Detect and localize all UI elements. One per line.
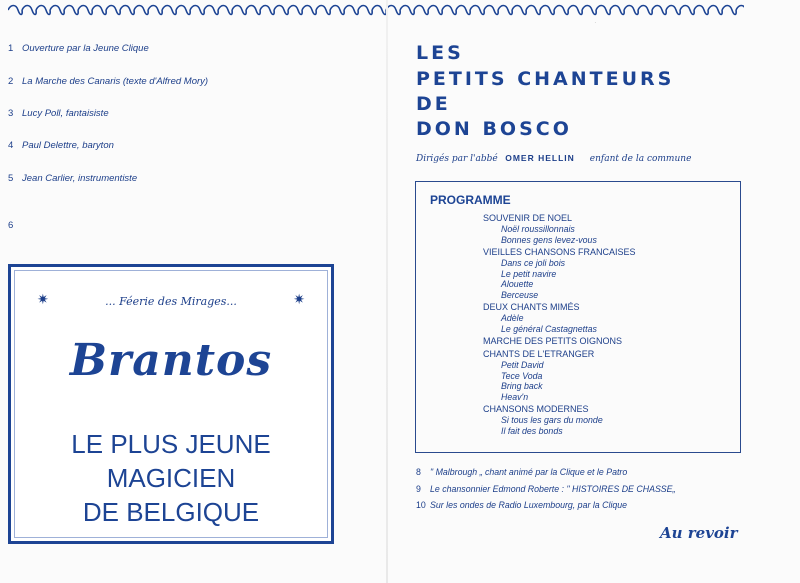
programme-song: Si tous les gars du monde (501, 415, 603, 425)
director-line (416, 153, 746, 164)
director-name: OMER HELLIN (505, 153, 575, 163)
programme-song: Il fait des bonds (501, 425, 563, 436)
list-item: 6 (8, 220, 14, 231)
programme-song: Bring back (501, 381, 543, 391)
closing-text: Au revoir (660, 524, 738, 542)
programme-section: DEUX CHANTS MIMÉS (483, 302, 580, 312)
ad-slogan (11, 427, 331, 529)
programme-section: SOUVENIR DE NOEL (483, 213, 573, 223)
page-title-line: LES (416, 42, 464, 64)
slogan-line: MAGICIEN (106, 463, 236, 493)
director-prefix: Dirigés par l'abbé (416, 154, 498, 164)
magician-advertisement (8, 264, 334, 544)
programme-song: Le petit navire (501, 268, 557, 279)
list-item: 8 " Malbrough „ chant animé par la Clique et le Patro (416, 467, 628, 477)
page-title-line: DE (416, 93, 451, 115)
list-item: 5 Jean Carlier, instrumentiste (8, 173, 138, 184)
programme-section: CHANTS DE L'ETRANGER (483, 349, 595, 359)
director-suffix: enfant de la commune (589, 154, 692, 164)
programme-song: Alouette (501, 279, 534, 289)
programme-section: VIEILLES CHANSONS FRANCAISES (483, 247, 636, 257)
programme-song: Tece Voda (501, 370, 543, 381)
slogan-line: LE PLUS JEUNE (71, 429, 271, 459)
programme-list (483, 211, 636, 436)
programme-song: Adèle (501, 313, 524, 323)
list-item: 1 Ouverture par la Jeune Clique (8, 43, 149, 54)
star-icon: ✷ (293, 291, 305, 307)
programme-section: MARCHE DES PETITS OIGNONS (483, 336, 623, 346)
ad-brand-name: Brantos (69, 335, 273, 386)
list-item: 10 Sur les ondes de Radio Luxembourg, par la Clique (416, 500, 628, 510)
slogan-line: DE BELGIQUE (82, 497, 260, 527)
ornamental-border (8, 3, 744, 17)
programme-box (415, 181, 741, 453)
programme-song: Petit David (501, 360, 544, 370)
star-icon: ✷ (37, 291, 49, 307)
list-item: 3 Lucy Poll, fantaisiste (8, 108, 109, 119)
page-title-line: DON BOSCO (416, 118, 572, 140)
page-fold (386, 0, 388, 583)
programme-song: Heav'n (501, 391, 529, 402)
programme-section: CHANSONS MODERNES (483, 404, 589, 414)
ad-subtitle: ... Féerie des Mirages... (105, 295, 237, 308)
programme-song: Noël roussillonnais (501, 224, 575, 234)
programme-song: Berceuse (501, 289, 539, 300)
page-title-line: PETITS CHANTEURS (416, 68, 675, 90)
programme-song: Le général Castagnettas (501, 323, 597, 334)
programme-song: Bonnes gens levez-vous (501, 234, 597, 245)
list-item: 4 Paul Delettre, baryton (8, 140, 114, 151)
list-item: 9 Le chansonnier Edmond Roberte : " HISTOIRES DE CHASSE„ (416, 484, 676, 494)
programme-title: PROGRAMME (430, 193, 511, 207)
page-speck: · (594, 18, 597, 27)
list-item: 2 La Marche des Canaris (texte d'Alfred Mory) (8, 76, 209, 87)
programme-song: Dans ce joli bois (501, 258, 566, 268)
